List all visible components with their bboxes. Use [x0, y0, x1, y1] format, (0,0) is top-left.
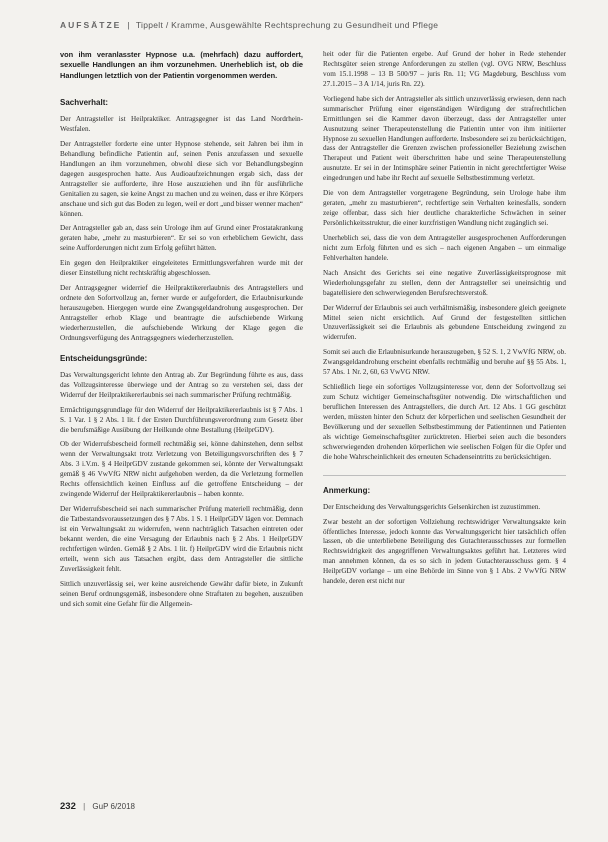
paragraph: Nach Ansicht des Gerichts sei eine negative Zuverlässigkeitsprognose mit Wiederholungsgefahr zu stellen, denn der Antragsteller sei uneinsichtig und bagatellisiere den schwerwiegenden Berufsrechtsverstoß. [323, 268, 566, 297]
heading-sachverhalt: Sachverhalt: [60, 98, 109, 108]
paragraph: Ob der Widerrufsbescheid formell rechtmäßig sei, könne dahinstehen, denn selbst wenn der Verwaltungsakt trotz Verletzung von Beteiligungsvorschriften des § 7 Abs. 3 i.V.m. § 4 HeilprGDV zustande gekommen sei, könnte der Verwaltungsakt gemäß § 46 VwVfG NRW nicht aufgehoben werden, da die Verletzung formellen Rechts offensichtlich keinen Einfluss auf die getroffene Entscheidung – der zwingende Widerruf der Heilpraktikererlaubnis – haben konnte. [60, 440, 303, 499]
paragraph: Der Widerruf der Erlaubnis sei auch verhältnismäßig, insbesondere gleich geeignete Mittel seien nicht ersichtlich. Auf Grund der festgestellten sittlichen Unzuverlässigkeit sei die Erlaubnis als gebundene Entscheidung zwingend zu widerrufen. [323, 303, 566, 342]
paragraph: Das Verwaltungsgericht lehnte den Antrag ab. Zur Begründung führte es aus, dass das Vollzugsinteresse überwiege und der Antrag so zu verstehen sei, dass der Widerruf der Heilpraktikererlaubnis sei nach summarischer Prüfung rechtmäßig. [60, 370, 303, 399]
section-label: AUFSÄTZE [60, 20, 122, 30]
paragraph: Der Antragsteller ist Heilpraktiker. Antragsgegner ist das Land Nordrhein-Westfalen. [60, 115, 303, 134]
paragraph: Schließlich liege ein sofortiges Vollzugsinteresse vor, denn der Sofortvollzug sei zum Schutz wichtiger Gemeinschaftsgüter notwendig. Die wirtschaftlichen und beruflichen Interessen des Antragstellers, die durch Art. 12 Abs. 1 GG geschützt werden, müssten hinter den Schutz der körperlichen und seelischen Gesundheit der Bevölkerung und der sexuellen Selbstbestimmung der Patientinnen und Patienten als wichtige Gemeinschaftsgüter zurücktreten. Hierbei seien auch die besonders schwerwiegenden drohenden körperlichen wie seelischen Folgen für die Opfer und die hohe Wahrscheinlichkeit des erneuten Schadenseintritts zu berücksichtigen. [323, 383, 566, 461]
paragraph: Der Antragsteller gab an, dass sein Urologe ihm auf Grund einer Prostatakrankung geraten habe, „mehr zu masturbieren“. Er sei so von erheblichem Gewicht, dass seine Aufforderungen nicht zum Erfolg geführt hätten. [60, 224, 303, 253]
heading-anmerkung: Anmerkung: [323, 485, 371, 495]
journal-issue: GuP 6/2018 [92, 802, 135, 811]
paragraph: Der Antragsteller forderte eine unter Hypnose stehende, seit Jahren bei ihm in Behandlung befindliche Patientin auf, seinen Penis anzufassen und sexuelle Handlungen an ihm vorzunehmen, obwohl diese sich vor Behandlungsbeginn dagegen ausgesprochen hatte. Aus Audioaufzeichnungen ergab sich, dass der Antragsteller sie aufforderte, ihre Hose auszuziehen und ihn für ausführliche Genitalien zu sagen, sie keine Angst zu machen und zu weinen, dass er ihre Körpers anschaue und sich gut das Boden zu legen, weil er dort „und bisser wenner machen“ können. [60, 139, 303, 218]
right-column [323, 50, 566, 592]
paragraph: Ein gegen den Heilpraktiker eingeleitetes Ermittlungsverfahren wurde mit der dieser Einstellung nicht rechtskräftig abgeschlossen. [60, 259, 303, 278]
paragraph: Der Entscheidung des Verwaltungsgerichts Gelsenkirchen ist zuzustimmen. [323, 502, 541, 511]
paragraph: Vorliegend habe sich der Antragsteller als sittlich unzuverlässig erwiesen, denn nach summarischer Prüfung einer eigenständigen Würdigung der strafrechtlichen Ermittlungen sei die Kammer davon überzeugt, dass der Antragsteller unter Ausnutzung seiner Therapeutenstellung die Patientin unter von ihm initiierter Hypnose zu sexuellen Handlungen aufforderte. Insbesondere sei zu berücksichtigen, dass der Antragsteller die Grenzen zwischen professioneller Beziehung zwischen Therapeut und Patient weit überschritten habe und seine Therapeutenstellung ausnutzte. Er sei in der Intimsphäre seiner Patientin in nicht gerechtfertigter Weise eingedrungen und habe ihr Recht auf sexuelle Selbstbestimmung verletzt. [323, 94, 566, 183]
section-divider [323, 475, 566, 476]
page-number: 232 [60, 801, 76, 812]
running-head [60, 20, 560, 30]
paragraph: Unerheblich sei, dass die von dem Antragsteller ausgesprochenen Aufforderungen nicht zum Erfolg führten und es sich – nach eigenen Angaben – um einmalige Fehlverhalten handele. [323, 233, 566, 262]
footer-separator: | [83, 802, 86, 811]
paragraph: Sittlich unzuverlässig sei, wer keine ausreichende Gewähr dafür biete, in Zukunft seinen Beruf ordnungsgemäß, insbesondere ohne Straftaten zu begehen, auszuüben und sich somit eine Gefahr für die Allgemein- [60, 579, 303, 608]
paragraph: Die von dem Antragsteller vorgetragene Begründung, sein Urologe habe ihm geraten, „mehr zu masturbieren“, rechtfertige sein Verhalten keinesfalls, sondern zeige offenbar, dass sich hier deutliche charakterliche Schwächen in seiner Persönlichkeitsstruktur, die einer kurzfristigen Wandlung nicht zugänglich sei. [323, 189, 566, 227]
running-head-separator: | [127, 20, 130, 30]
paragraph: heit oder für die Patienten ergebe. Auf Grund der hoher in Rede stehender Rechtsgüter seien strenge Anforderungen zu stellen (vgl. OVG NRW, Beschluss vom 15.1.1998 – 13 B 500/97 – juris Rn. 11; VG Magdeburg, Beschluss vom 27.1.2015 – 3 A 1/14, juris Rn. 22). [323, 50, 566, 88]
paragraph: Zwar besteht an der sofortigen Vollziehung rechtswidriger Verwaltungsakte kein öffentliches Interesse, jedoch konnte das Verwaltungsgericht hier tatsächlich offen lassen, ob die unterbliebene Beteiligung des Gutachterausschusses zur formellen Rechtswidrigkeit des angegriffenen Verwaltungsaktes geführt hat. Letzteres wird man annehmen können, da es so sich in jedem Gutachterausschuss gem. § 4 HeilprGDV vorlange – um eine Behörde im Sinne von § 1 Abs. 2 VwVfG NRW handele, deren erst nicht nur [323, 517, 566, 586]
running-head-title: Tippelt / Kramme, Ausgewählte Rechtsprechung zu Gesundheit und Pflege [135, 20, 439, 30]
paragraph: Somit sei auch die Erlaubnisurkunde herauszugeben, § 52 S. 1, 2 VwVfG NRW, ob. Zwangsgeldandrohung erscheint ebenfalls rechtmäßig und beruhe auf §§ 55 Abs. 1, 57 Abs. 1 Nr. 2, 60, 63 VwVG NRW. [323, 348, 566, 377]
paragraph: Der Widerrufsbescheid sei nach summarischer Prüfung materiell rechtmäßig, denn die Tatbestandsvoraussetzungen des § 7 Abs. 1 S. 1 HeilprGDV lägen vor. Demnach ist ein Verwaltungsakt zu widerrufen, wenn nachträglich Tatsachen eintreten oder bekannt werden, die eine Versagung der Erlaubnis nach § 2 Abs. 1 HeilprGDV rechtfertigen würden. Gemäß § 2 Abs. 1 lit. f) HeilprGDV wird die Erlaubnis nicht erteilt, wenn sich aus Tatsachen ergibt, dass dem Antragsteller die sittliche Zuverlässigkeit fehlt. [60, 505, 303, 573]
lead-paragraph: von ihm veranlasster Hypnose u.a. (mehrfach) dazu auffordert, sexuelle Handlungen an ihm vorzunehmen. Unerheblich ist, ob die Handlungen letztlich von der Patientin vorgenommen werden. [60, 50, 303, 80]
paragraph: Ermächtigungsgrundlage für den Widerruf der Heilpraktikererlaubnis ist § 7 Abs. 1 S. 1 Var. 1 § 2 Abs. 1 lit. f der Ersten Durchführungsverordnung zum Gesetz über die berufsmäßige Ausübung der Heilkunde ohne Bestallung (HeilprGDV). [60, 405, 303, 434]
paragraph: Der Antragsgegner widerrief die Heilpraktikererlaubnis des Antragstellers und ordnete den Sofortvollzug an, ferner wurde er aufgefordert, die Erlaubnisurkunde herauszugeben. Hiergegen wurde eine Zwangsgeldandrohung ausgesprochen. Der Antragsteller erhob Klage und beantragte die aufschiebende Wirkung wiederherzustellen, die aufschiebende Wirkung der Klage gegen die Ordnungsverfügung des Antragsgegners wiederherzustellen. [60, 284, 303, 342]
heading-entscheidungsgruende: Entscheidungsgründe: [60, 353, 148, 363]
left-column [60, 50, 303, 614]
page-footer [60, 801, 135, 812]
